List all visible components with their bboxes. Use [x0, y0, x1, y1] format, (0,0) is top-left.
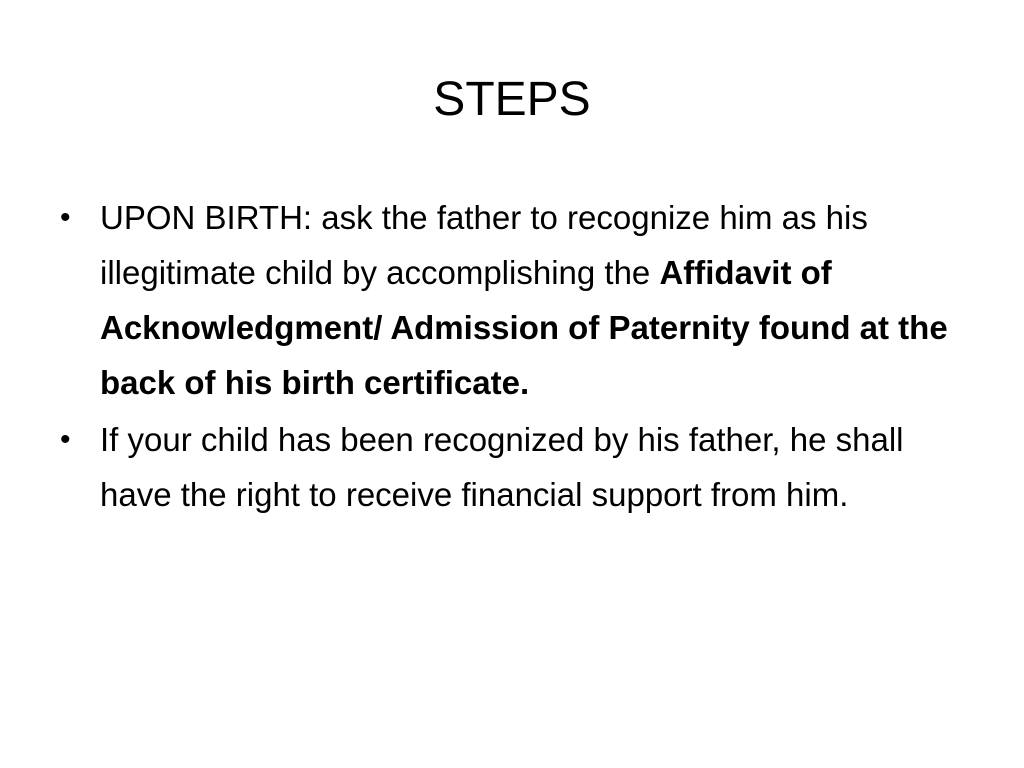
list-item	[58, 190, 958, 410]
list-item	[58, 412, 958, 522]
bullet-list	[58, 190, 958, 524]
slide-title: STEPS	[433, 73, 591, 126]
bullet-bold-text: Affidavit of Acknowledgment/ Admission of Paternity found at the back of his birth certificate.	[100, 254, 948, 401]
bullet-text: If your child has been recognized by his father, he shall have the right to receive financial support from him.	[100, 421, 904, 513]
bullet-icon: •	[60, 201, 71, 234]
bullet-icon: •	[60, 423, 71, 456]
bullet-text: UPON BIRTH: ask the father to recognize him as his illegitimate child by accomplishing the	[100, 199, 868, 291]
